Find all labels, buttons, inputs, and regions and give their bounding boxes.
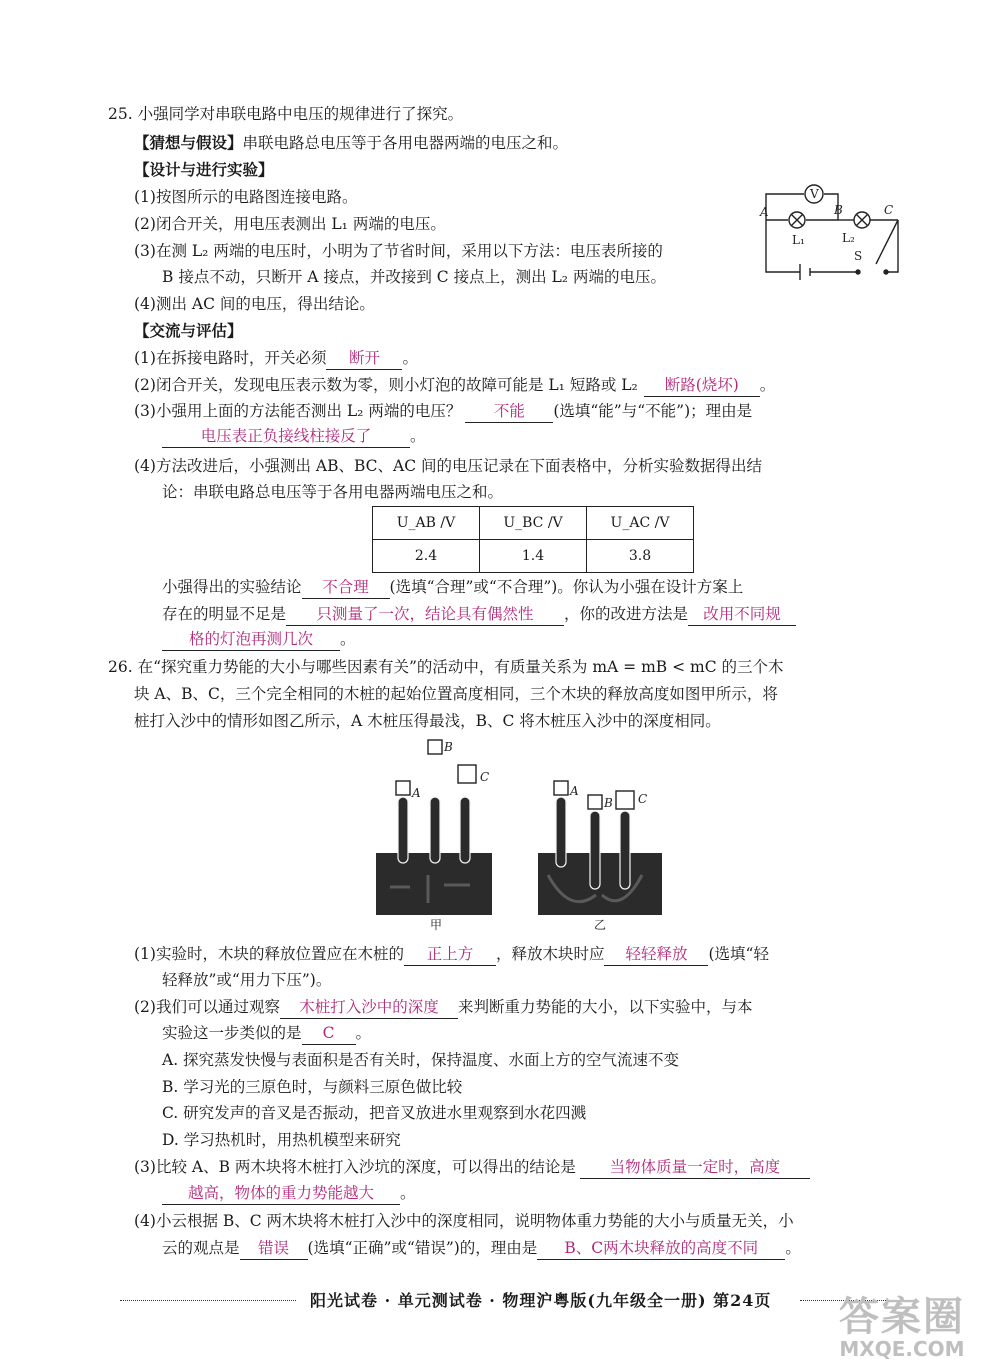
q26-part-1: (1)实验时，木块的释放位置应在木桩的 正上方 ，释放木块时应 轻轻释放 (选填“轻 — [134, 943, 769, 966]
q26-line-1: 26. 在“探究重力势能的大小与哪些因素有关”的活动中，有质量关系为 mA = mB < mC 的三个木 — [108, 658, 784, 676]
answer-blank: 断路(烧坏) — [644, 374, 760, 397]
q26-part-1b: 轻释放”或“用力下压”)。 — [162, 971, 332, 989]
q26-part-3b: 越高，物体的重力势能越大 。 — [162, 1182, 416, 1205]
voltmeter-label: V — [810, 187, 819, 201]
q25-eval-2: (2)闭合开关，发现电压表示数为零，则小灯泡的故障可能是 L₁ 短路或 L₂ 断路(烧坏) 。 — [134, 374, 775, 397]
lamp-l2-label: L₂ — [842, 231, 855, 245]
q25-conclusion-2: 存在的明显不足是 只测量了一次，结论具有偶然性 ，你的改进方法是 改用不同规 — [162, 603, 796, 626]
q26-part-4b: 云的观点是 错误 (选填“正确”或“错误”)的，理由是 B、C两木块释放的高度不同 。 — [162, 1237, 801, 1260]
answer-blank: 改用不同规 — [688, 603, 796, 626]
option-c: C. 研究发声的音叉是否振动，把音叉放进水里观察到水花四溅 — [162, 1104, 587, 1122]
table-header-cell: U_AC /V — [587, 507, 694, 540]
table-header-cell: U_AB /V — [373, 507, 480, 540]
q25-design-heading: 【设计与进行实验】 — [134, 160, 274, 179]
q26-part-2: (2)我们可以通过观察 木桩打入沙中的深度 来判断重力势能的大小，以下实验中，与本 — [134, 996, 752, 1019]
table-cell: 1.4 — [480, 540, 587, 573]
answer-blank: 正上方 — [404, 943, 496, 966]
q26-line-3: 桩打入沙中的情形如图乙所示，A 木桩压得最浅，B、C 将木桩压入沙中的深度相同。 — [134, 712, 721, 730]
q25-step-3a: (3)在测 L₂ 两端的电压时，小明为了节省时间，采用以下方法：电压表所接的 — [134, 242, 663, 260]
block-a-label: A — [412, 786, 421, 800]
table-header-row — [373, 507, 694, 540]
q26-part-2b: 实验这一步类似的是 C 。 — [162, 1022, 371, 1045]
block-a-label: A — [570, 784, 579, 798]
q25-step-2: (2)闭合开关，用电压表测出 L₁ 两端的电压。 — [134, 215, 446, 233]
answer-blank: 错误 — [240, 1237, 308, 1260]
answer-blank: 轻轻释放 — [604, 943, 708, 966]
footer-text: 阳光试卷 · 单元测试卷 · 物理沪粤版(九年级全一册) 第24页 — [310, 1291, 772, 1310]
node-a-label: A — [760, 205, 769, 219]
q25-eval-heading: 【交流与评估】 — [134, 321, 243, 340]
page-footer — [120, 1288, 900, 1312]
q25-eval-3: (3)小强用上面的方法能否测出 L₂ 两端的电压？ 不能 (选填“能”与“不能”)；理由是 — [134, 400, 752, 423]
answer-blank: 断开 — [326, 347, 402, 370]
q25-step-4: (4)测出 AC 间的电压，得出结论。 — [134, 295, 375, 313]
node-b-label: B — [834, 203, 843, 217]
q26-part-4: (4)小云根据 B、C 两木块将木桩打入沙中的深度相同，说明物体重力势能的大小与质量无关，小 — [134, 1212, 794, 1230]
q25-eval-4a: (4)方法改进后，小强测出 AB、BC、AC 间的电压记录在下面表格中，分析实验数据得出结 — [134, 457, 762, 475]
lamp-l1-label: L₁ — [792, 233, 805, 247]
answer-blank: 不合理 — [302, 576, 390, 599]
block-c-label: C — [638, 792, 648, 806]
node-c-label: C — [884, 203, 894, 217]
q25-conclusion-3: 格的灯泡再测几次 。 — [162, 628, 356, 651]
answer-blank: 只测量了一次，结论具有偶然性 — [286, 603, 564, 626]
footer-divider — [120, 1300, 296, 1301]
option-b: B. 学习光的三原色时，与颜料三原色做比较 — [162, 1078, 463, 1096]
figure-jia — [376, 740, 492, 915]
answer-blank: 当物体质量一定时，高度 — [580, 1156, 810, 1179]
answer-blank: C — [302, 1022, 356, 1045]
q25-title: 25. 小强同学对串联电路中电压的规律进行了探究。 — [108, 105, 464, 123]
watermark-logo: 答案圈 MXQE.COM — [839, 1294, 965, 1361]
q25-step-1: (1)按图所示的电路图连接电路。 — [134, 188, 358, 206]
q25-eval-4b: 论：串联电路总电压等于各用电器两端电压之和。 — [162, 483, 504, 501]
q26-part-3: (3)比较 A、B 两木块将木桩打入沙坑的深度，可以得出的结论是 当物体质量一定时，高度 — [134, 1156, 810, 1179]
q25-eval-1: (1)在拆接电路时，开关必须 断开 。 — [134, 347, 418, 370]
q26-line-2: 块 A、B、C，三个完全相同的木桩的起始位置高度相同，三个木块的释放高度如图甲所示，将 — [134, 685, 778, 703]
answer-blank: 电压表正负接线柱接反了 — [162, 425, 410, 448]
answer-blank: B、C两木块释放的高度不同 — [537, 1237, 785, 1260]
q25-hypothesis: 【猜想与假设】串联电路总电压等于各用电器两端的电压之和。 — [134, 133, 569, 152]
option-d: D. 学习热机时，用热机模型来研究 — [162, 1131, 401, 1149]
answer-blank: 不能 — [465, 400, 553, 423]
voltage-table — [372, 506, 694, 573]
answer-blank: 木桩打入沙中的深度 — [280, 996, 458, 1019]
q25-step-3b: B 接点不动，只断开 A 接点，并改接到 C 接点上，测出 L₂ 两端的电压。 — [162, 268, 666, 286]
table-row — [373, 540, 694, 573]
q25-conclusion-1: 小强得出的实验结论 不合理 (选填“合理”或“不合理”)。你认为小强在设计方案上 — [162, 576, 743, 599]
block-c-label: C — [480, 770, 490, 784]
table-cell: 3.8 — [587, 540, 694, 573]
answer-blank: 格的灯泡再测几次 — [162, 628, 340, 651]
figure-yi-caption: 乙 — [594, 918, 607, 932]
block-b-label: B — [604, 796, 613, 810]
block-b-label: B — [444, 740, 453, 754]
table-cell: 2.4 — [373, 540, 480, 573]
table-header-cell: U_BC /V — [480, 507, 587, 540]
figure-jia-caption: 甲 — [430, 918, 443, 932]
circuit-diagram — [758, 180, 908, 280]
switch-label: S — [854, 249, 863, 263]
answer-blank: 越高，物体的重力势能越大 — [162, 1182, 400, 1205]
option-a: A. 探究蒸发快慢与表面积是否有关时，保持温度、水面上方的空气流速不变 — [162, 1051, 680, 1069]
q25-eval-3b: 电压表正负接线柱接反了 。 — [162, 425, 426, 448]
pile-figure — [370, 735, 700, 935]
